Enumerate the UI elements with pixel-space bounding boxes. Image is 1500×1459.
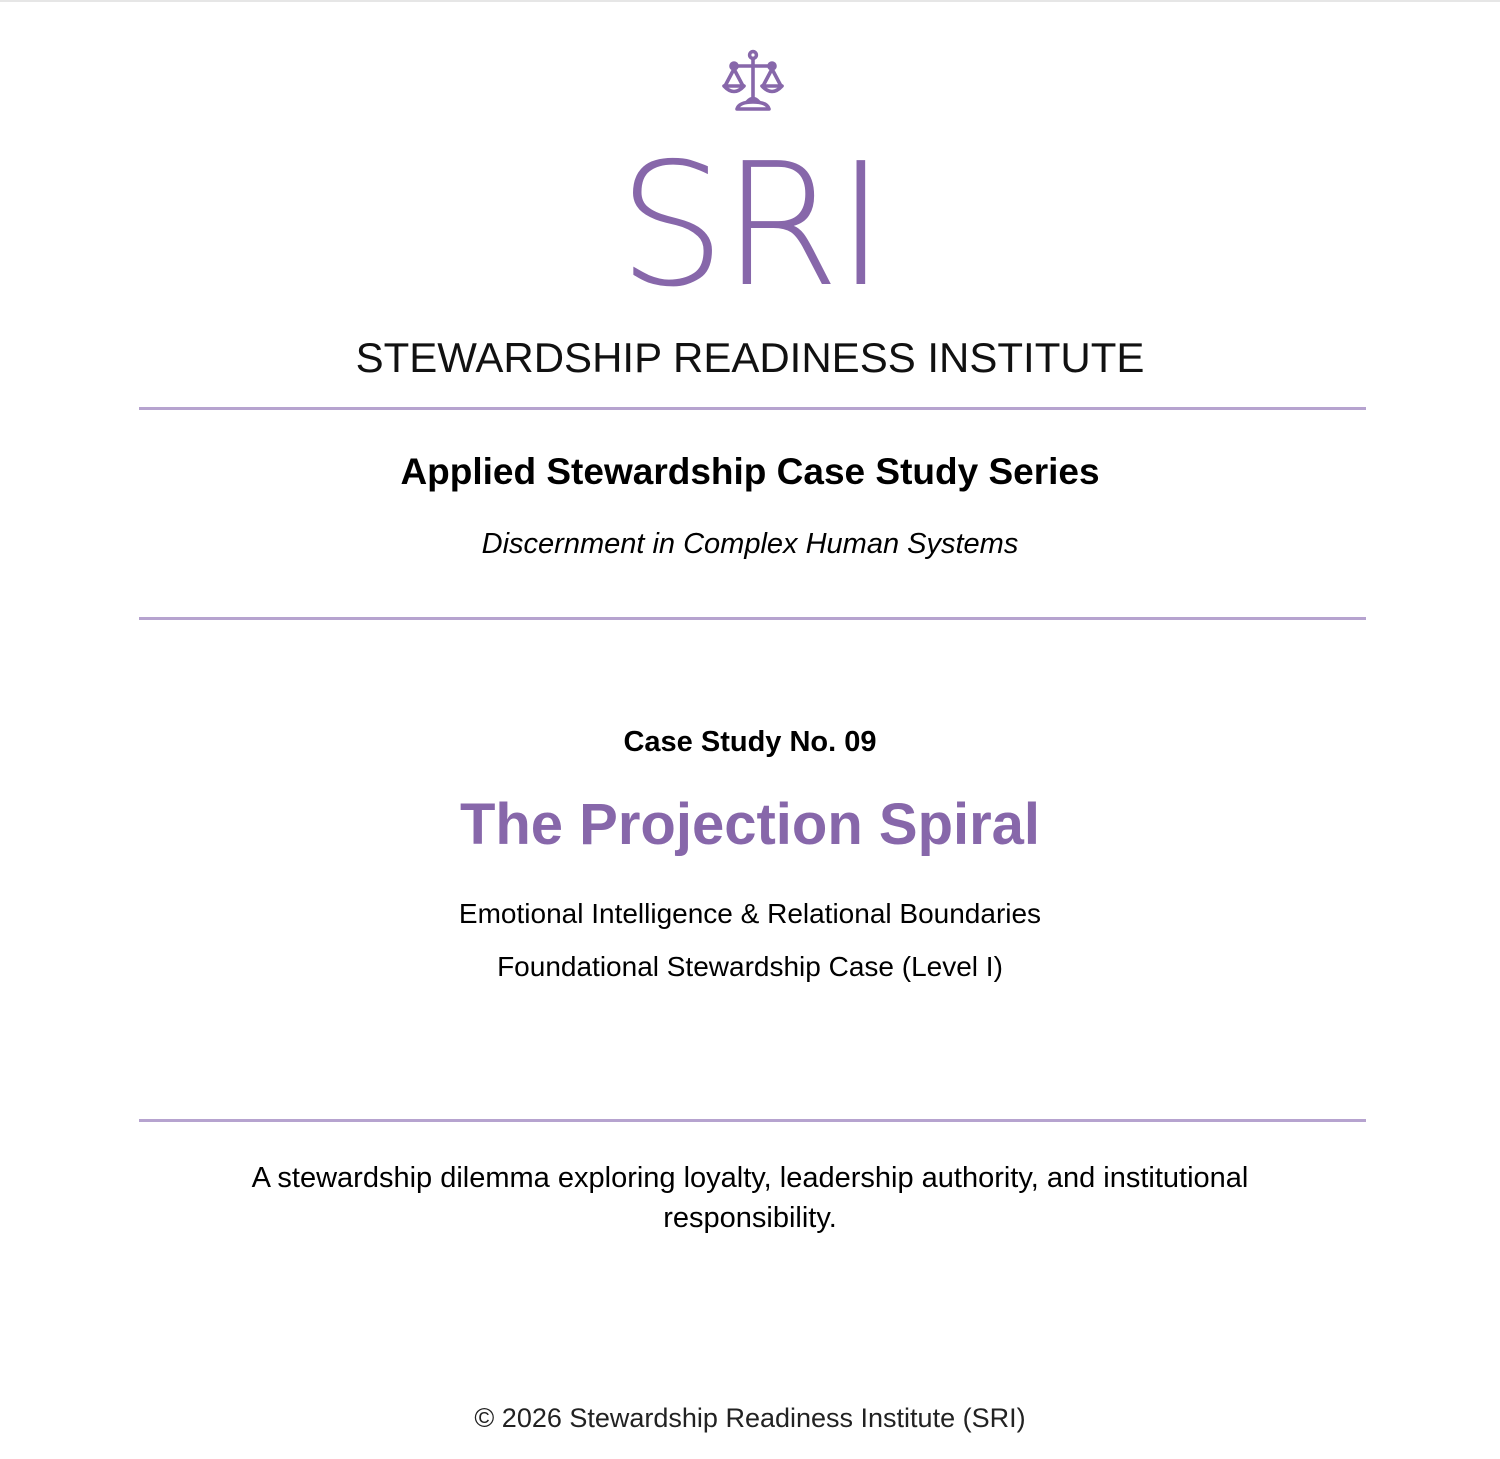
- copyright-footer: © 2026 Stewardship Readiness Institute (SRI): [474, 1403, 1026, 1433]
- divider-bottom: [139, 1119, 1366, 1122]
- sri-logo-text: SRI: [617, 127, 883, 325]
- series-subtitle: Discernment in Complex Human Systems: [481, 528, 1019, 560]
- series-title: Applied Stewardship Case Study Series: [400, 451, 1100, 492]
- institute-name: STEWARDSHIP READINESS INSTITUTE: [355, 334, 1145, 381]
- case-summary: A stewardship dilemma exploring loyalty, leadership authority, and institutional responsibility.: [251, 1162, 1249, 1234]
- scales-of-justice-icon: [720, 48, 786, 114]
- case-title: The Projection Spiral: [459, 792, 1041, 857]
- page-top-border: [0, 0, 1500, 2]
- divider-top: [139, 407, 1366, 410]
- divider-middle: [139, 617, 1366, 620]
- case-number: Case Study No. 09: [623, 726, 877, 758]
- case-level: Foundational Stewardship Case (Level I): [497, 951, 1003, 982]
- case-topic: Emotional Intelligence & Relational Boundaries: [458, 898, 1042, 929]
